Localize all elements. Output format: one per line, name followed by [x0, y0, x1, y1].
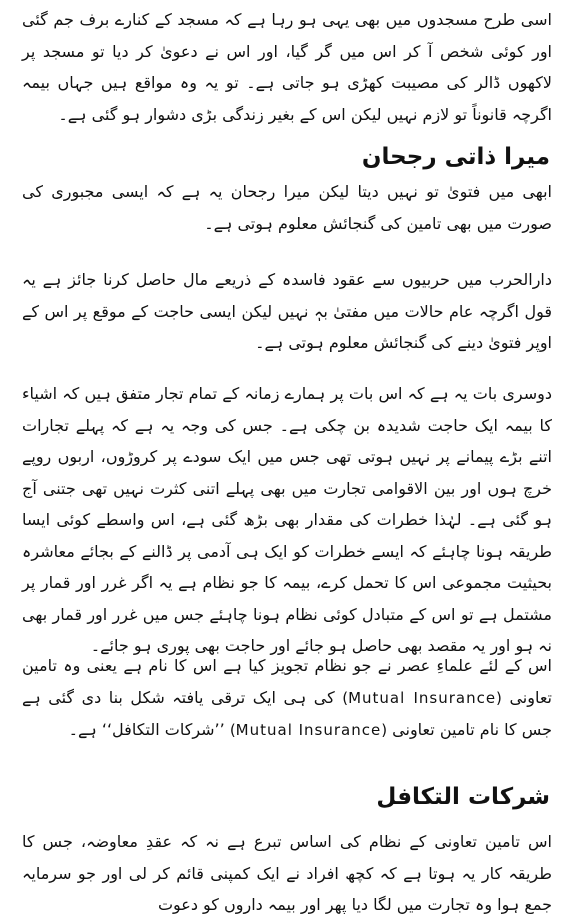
heading-personal-inclination: میرا ذاتی رجحان	[361, 144, 550, 170]
paragraph-mosque-insurance: اسی طرح مسجدوں میں بھی یہی ہو رہا ہے کہ مسجد کے کنارے برف جم گئی اور کوئی شخص آ کر اس میں گر گیا، اور اس نے دعویٰ کر دیا تو مسجد پر لاکھوں ڈالر کی مصیبت کھڑی ہو جاتی ہے۔ تو یہ وہ مواقع ہیں جہاں بیمہ اگرچہ قانوناً تو لازم نہیں لیکن اس کے بغیر زندگی بڑی دشوار ہو گئی ہے۔	[22, 10, 552, 124]
paragraph-trade-necessity: دوسری بات یہ ہے کہ اس بات پر ہمارے زمانہ کے تمام تجار متفق ہیں کہ اشیاء کا بیمہ ایک حاجت شدیدہ بن چکی ہے۔ جس کی وجہ یہ ہے کہ پہلے تجارات اتنے بڑے پیمانے پر نہیں ہوتی تھی جس میں ایک سودے پر کروڑوں، اربوں روپے خرچ ہوں اور بین الاقوامی تجارت میں بھی پہلے اتنی کثرت نہیں تھی جتنی آج ہو گئی ہے۔ لہٰذا خطرات کی مقدار بھی بڑھ گئی ہے، اس واسطے کوئی ایسا طریقہ ہونا چاہئے کہ ایسے خطرات کو ایک ہی آدمی پر ڈالنے کے بجائے معاشرہ بحیثیت مجموعی اس کا تحمل کرے، بیمہ کا جو نظام ہے یہ اگر غرر اور قمار پر مشتمل ہے تو اس کے متبادل کوئی نظام ہونا چاہئے جس میں غرر اور قمار بھی نہ ہو اور یہ مقصد بھی حاصل ہو جائے اور حاجت بھی پوری ہو جائے۔	[22, 384, 552, 655]
paragraph-personal-view: ابھی میں فتویٰ تو نہیں دیتا لیکن میرا رجحان یہ ہے کہ ایسی مجبوری کی صورت میں بھی تامین کی گنجائش معلوم ہوتی ہے۔	[22, 182, 552, 233]
paragraph-dar-al-harb: دارالحرب میں حربیوں سے عقود فاسدہ کے ذریعے مال حاصل کرنا جائز ہے یہ قول اگرچہ عام حالات میں مفتیٰ بہٖ نہیں لیکن ایسی حاجت کے موقع پر اس کے اوپر فتویٰ دینے کی گنجائش معلوم ہوتی ہے۔	[22, 270, 552, 352]
mutual-insurance-term-1: (Mutual Insurance)	[342, 688, 502, 707]
paragraph-mutual-insurance	[22, 650, 552, 770]
heading-takaful-companies: شرکات التکافل	[376, 784, 550, 810]
paragraph-mutual-insurance-text-1: اس کے لئے علماءِ عصر نے جو نظام تجویز کیا ہے اس کا نام ہے یعنی وہ تامین تعاونی	[22, 656, 553, 707]
mutual-insurance-term-2: (Mutual Insurance)	[229, 721, 388, 739]
paragraph-mutual-insurance-text-2: کی ہی ایک ترقی یافتہ شکل بنا دی گئی ہے جس کا نام تامین تعاونی	[22, 687, 552, 739]
paragraph-takaful-basis: اس تامین تعاونی کے نظام کی اساس تبرع ہے نہ کہ عقدِ معاوضہ، جس کا طریقہ کار یہ ہوتا ہے کہ کچھ افراد نے ایک کمپنی قائم کر لی اور جو سرمایہ جمع ہوا وہ تجارت میں لگا دیا پھر اور بیمہ داروں کو دعوت	[22, 832, 552, 914]
paragraph-mutual-insurance-text-3: ’’شرکات التکافل‘‘ ہے۔	[68, 720, 230, 739]
